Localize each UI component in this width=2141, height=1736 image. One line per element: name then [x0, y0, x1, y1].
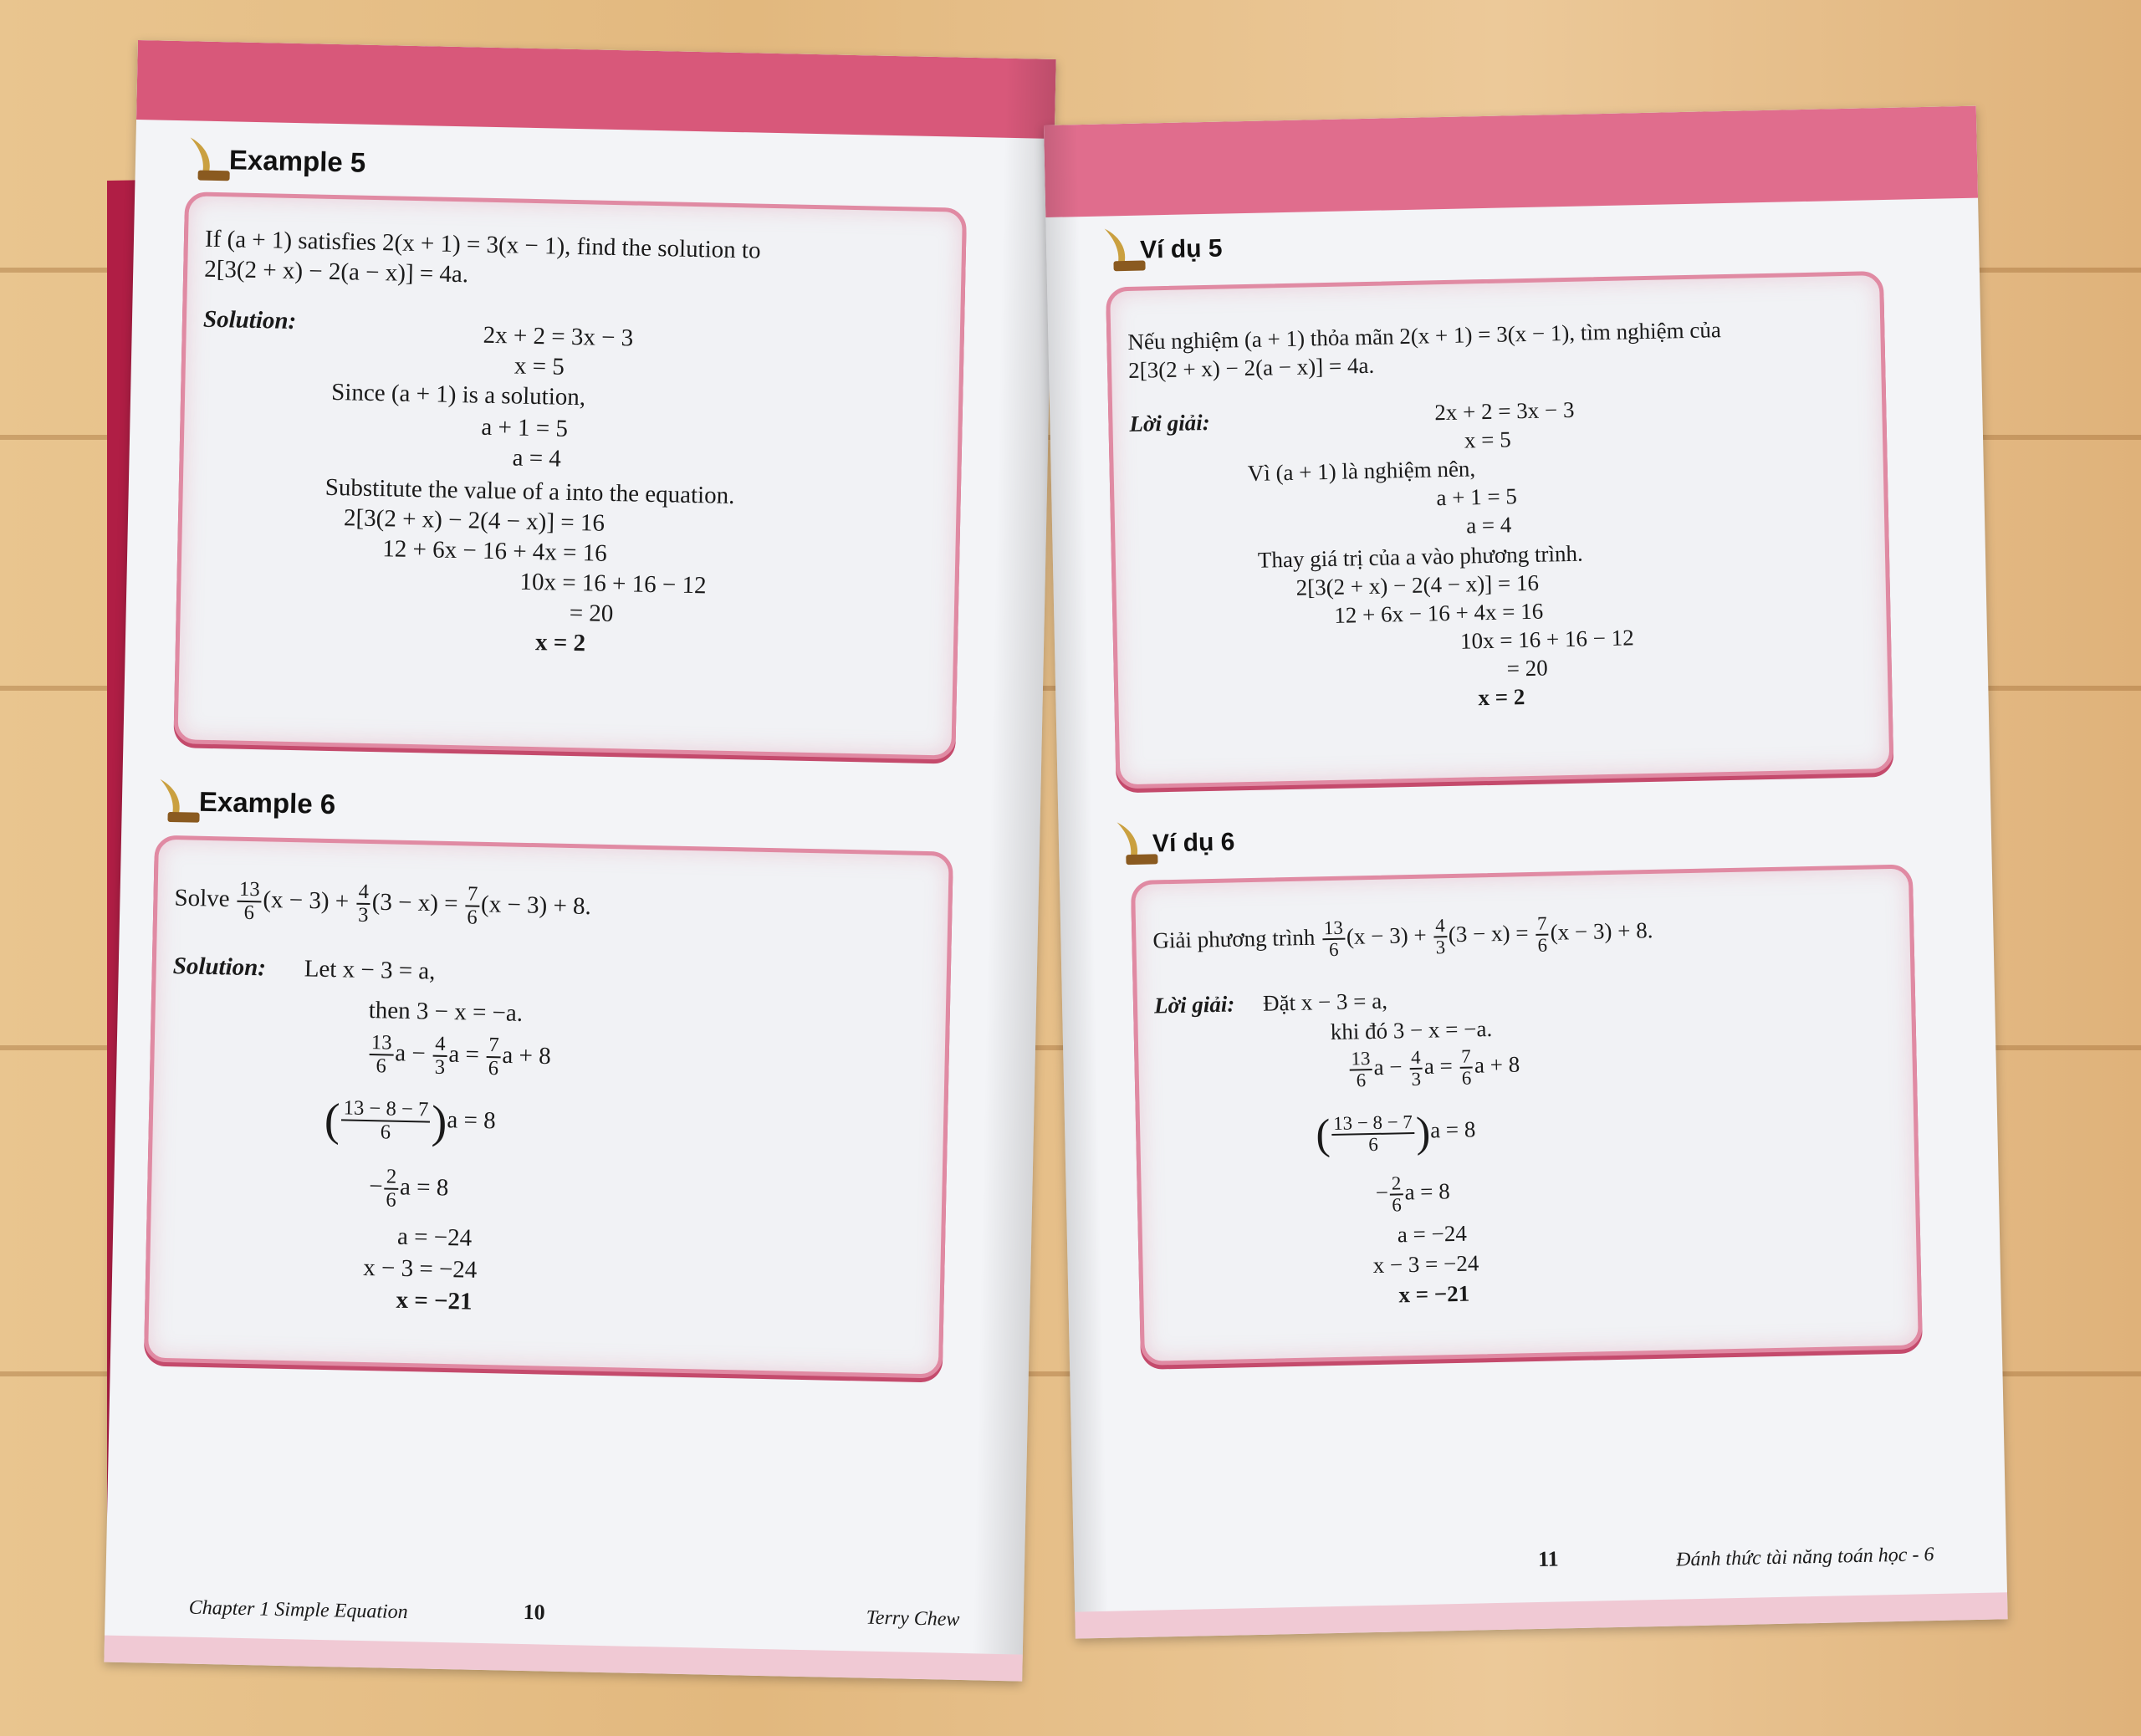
- step: a = 4: [1465, 512, 1512, 539]
- step: Substitute the value of a into the equation.: [324, 473, 735, 510]
- vidu6-title: Ví dụ 6: [1152, 828, 1235, 858]
- step: 12 + 6x − 16 + 4x = 16: [381, 535, 608, 567]
- example6-title: Example 6: [198, 785, 336, 820]
- let-line: Let x − 3 = a,: [304, 955, 436, 985]
- solution-label: Solution:: [202, 305, 297, 335]
- step: 10x = 16 + 16 − 12: [519, 568, 707, 600]
- step-answer: x = 2: [534, 629, 586, 657]
- page-footer-band: [1075, 1592, 2007, 1638]
- page-header-band: [1044, 106, 1978, 217]
- page-number: 10: [523, 1600, 546, 1625]
- left-page: [104, 40, 1055, 1682]
- eq-line: ( $\frac{13 - 8 - 7}{6}$ )a = 8: [324, 1093, 497, 1148]
- step: a + 1 = 5: [1436, 483, 1518, 511]
- then-line: khi đó 3 − x = −a.: [1330, 1016, 1493, 1045]
- solution-label: Lời giải:: [1153, 991, 1235, 1019]
- right-page: [1044, 106, 2008, 1639]
- eq-answer: x = −21: [396, 1286, 473, 1315]
- page-number: 11: [1537, 1546, 1559, 1571]
- vidu6-problem: Giải phương trình $\frac{13}{6}$ (x − 3) + $\frac{4}{3}$ (3 − x) = $\frac{7}{6}$ (x − 3) + 8.: [1152, 912, 1653, 961]
- step: a + 1 = 5: [481, 413, 569, 442]
- problem-line: 2[3(2 + x) − 2(a − x)] = 4a.: [203, 255, 469, 288]
- footer-series: Đánh thức tài năng toán học - 6: [1675, 1544, 1934, 1571]
- eq-line: $\frac{13}{6}$ a − $\frac{4}{3}$ a = $\frac{7}{6}$ a + 8: [367, 1032, 551, 1080]
- step: Since (a + 1) is a solution,: [330, 378, 586, 411]
- quill-icon: [181, 133, 232, 186]
- eq-line: − $\frac{2}{6}$ a = 8: [369, 1165, 449, 1212]
- eq-line: ( $\frac{13 - 8 - 7}{6}$ )a = 8: [1315, 1108, 1476, 1159]
- step: 10x = 16 + 16 − 12: [1459, 625, 1634, 654]
- eq-answer: x = −21: [1398, 1280, 1470, 1308]
- example6-problem: Solve $\frac{13}{6}$ (x − 3) + $\frac{4}{3}$ (3 − x) = $\frac{7}{6}$ (x − 3) + 8.: [174, 877, 592, 929]
- step: 2[3(2 + x) − 2(4 − x)] = 16: [343, 504, 606, 537]
- eq-line: $\frac{13}{6}$ a − $\frac{4}{3}$ a = $\frac{7}{6}$ a + 8: [1351, 1045, 1520, 1091]
- step: x = 5: [1464, 426, 1512, 453]
- then-line: then 3 − x = −a.: [368, 997, 524, 1027]
- problem-line: 2[3(2 + x) − 2(a − x)] = 4a.: [1127, 352, 1375, 383]
- step: Thay giá trị của a vào phương trình.: [1257, 540, 1583, 573]
- step: 2x + 2 = 3x − 3: [483, 321, 634, 352]
- step: = 20: [569, 599, 614, 628]
- page-header-band: [136, 40, 1056, 139]
- footer-author: Terry Chew: [866, 1606, 960, 1631]
- footer-chapter: Chapter 1 Simple Equation: [188, 1596, 408, 1624]
- example5-title: Example 5: [228, 144, 366, 178]
- eq-line: a = −24: [1397, 1220, 1468, 1248]
- step: = 20: [1506, 655, 1549, 682]
- eq-line: − $\frac{2}{6}$ a = 8: [1375, 1172, 1451, 1216]
- eq-line: x − 3 = −24: [1372, 1250, 1479, 1279]
- eq-line: x − 3 = −24: [362, 1253, 478, 1284]
- problem-line: If (a + 1) satisfies 2(x + 1) = 3(x − 1), find the solution to: [204, 225, 761, 264]
- step: a = 4: [512, 444, 562, 472]
- step: 2[3(2 + x) − 2(4 − x)] = 16: [1295, 569, 1540, 600]
- solution-label: Solution:: [172, 952, 267, 982]
- eq-line: a = −24: [396, 1223, 473, 1252]
- let-line: Đặt x − 3 = a,: [1262, 988, 1388, 1016]
- vidu5-title: Ví dụ 5: [1139, 234, 1223, 264]
- solution-label: Lời giải:: [1129, 409, 1211, 437]
- quill-icon: [151, 775, 202, 828]
- step: Vì (a + 1) là nghiệm nên,: [1247, 456, 1476, 486]
- page-footer-band: [104, 1636, 1022, 1682]
- problem-line: Nếu nghiệm (a + 1) thỏa mãn 2(x + 1) = 3(x − 1), tìm nghiệm của: [1127, 317, 1722, 355]
- step: x = 5: [514, 352, 565, 380]
- step: 12 + 6x − 16 + 4x = 16: [1334, 598, 1544, 628]
- step: 2x + 2 = 3x − 3: [1433, 396, 1575, 426]
- step-answer: x = 2: [1478, 684, 1525, 711]
